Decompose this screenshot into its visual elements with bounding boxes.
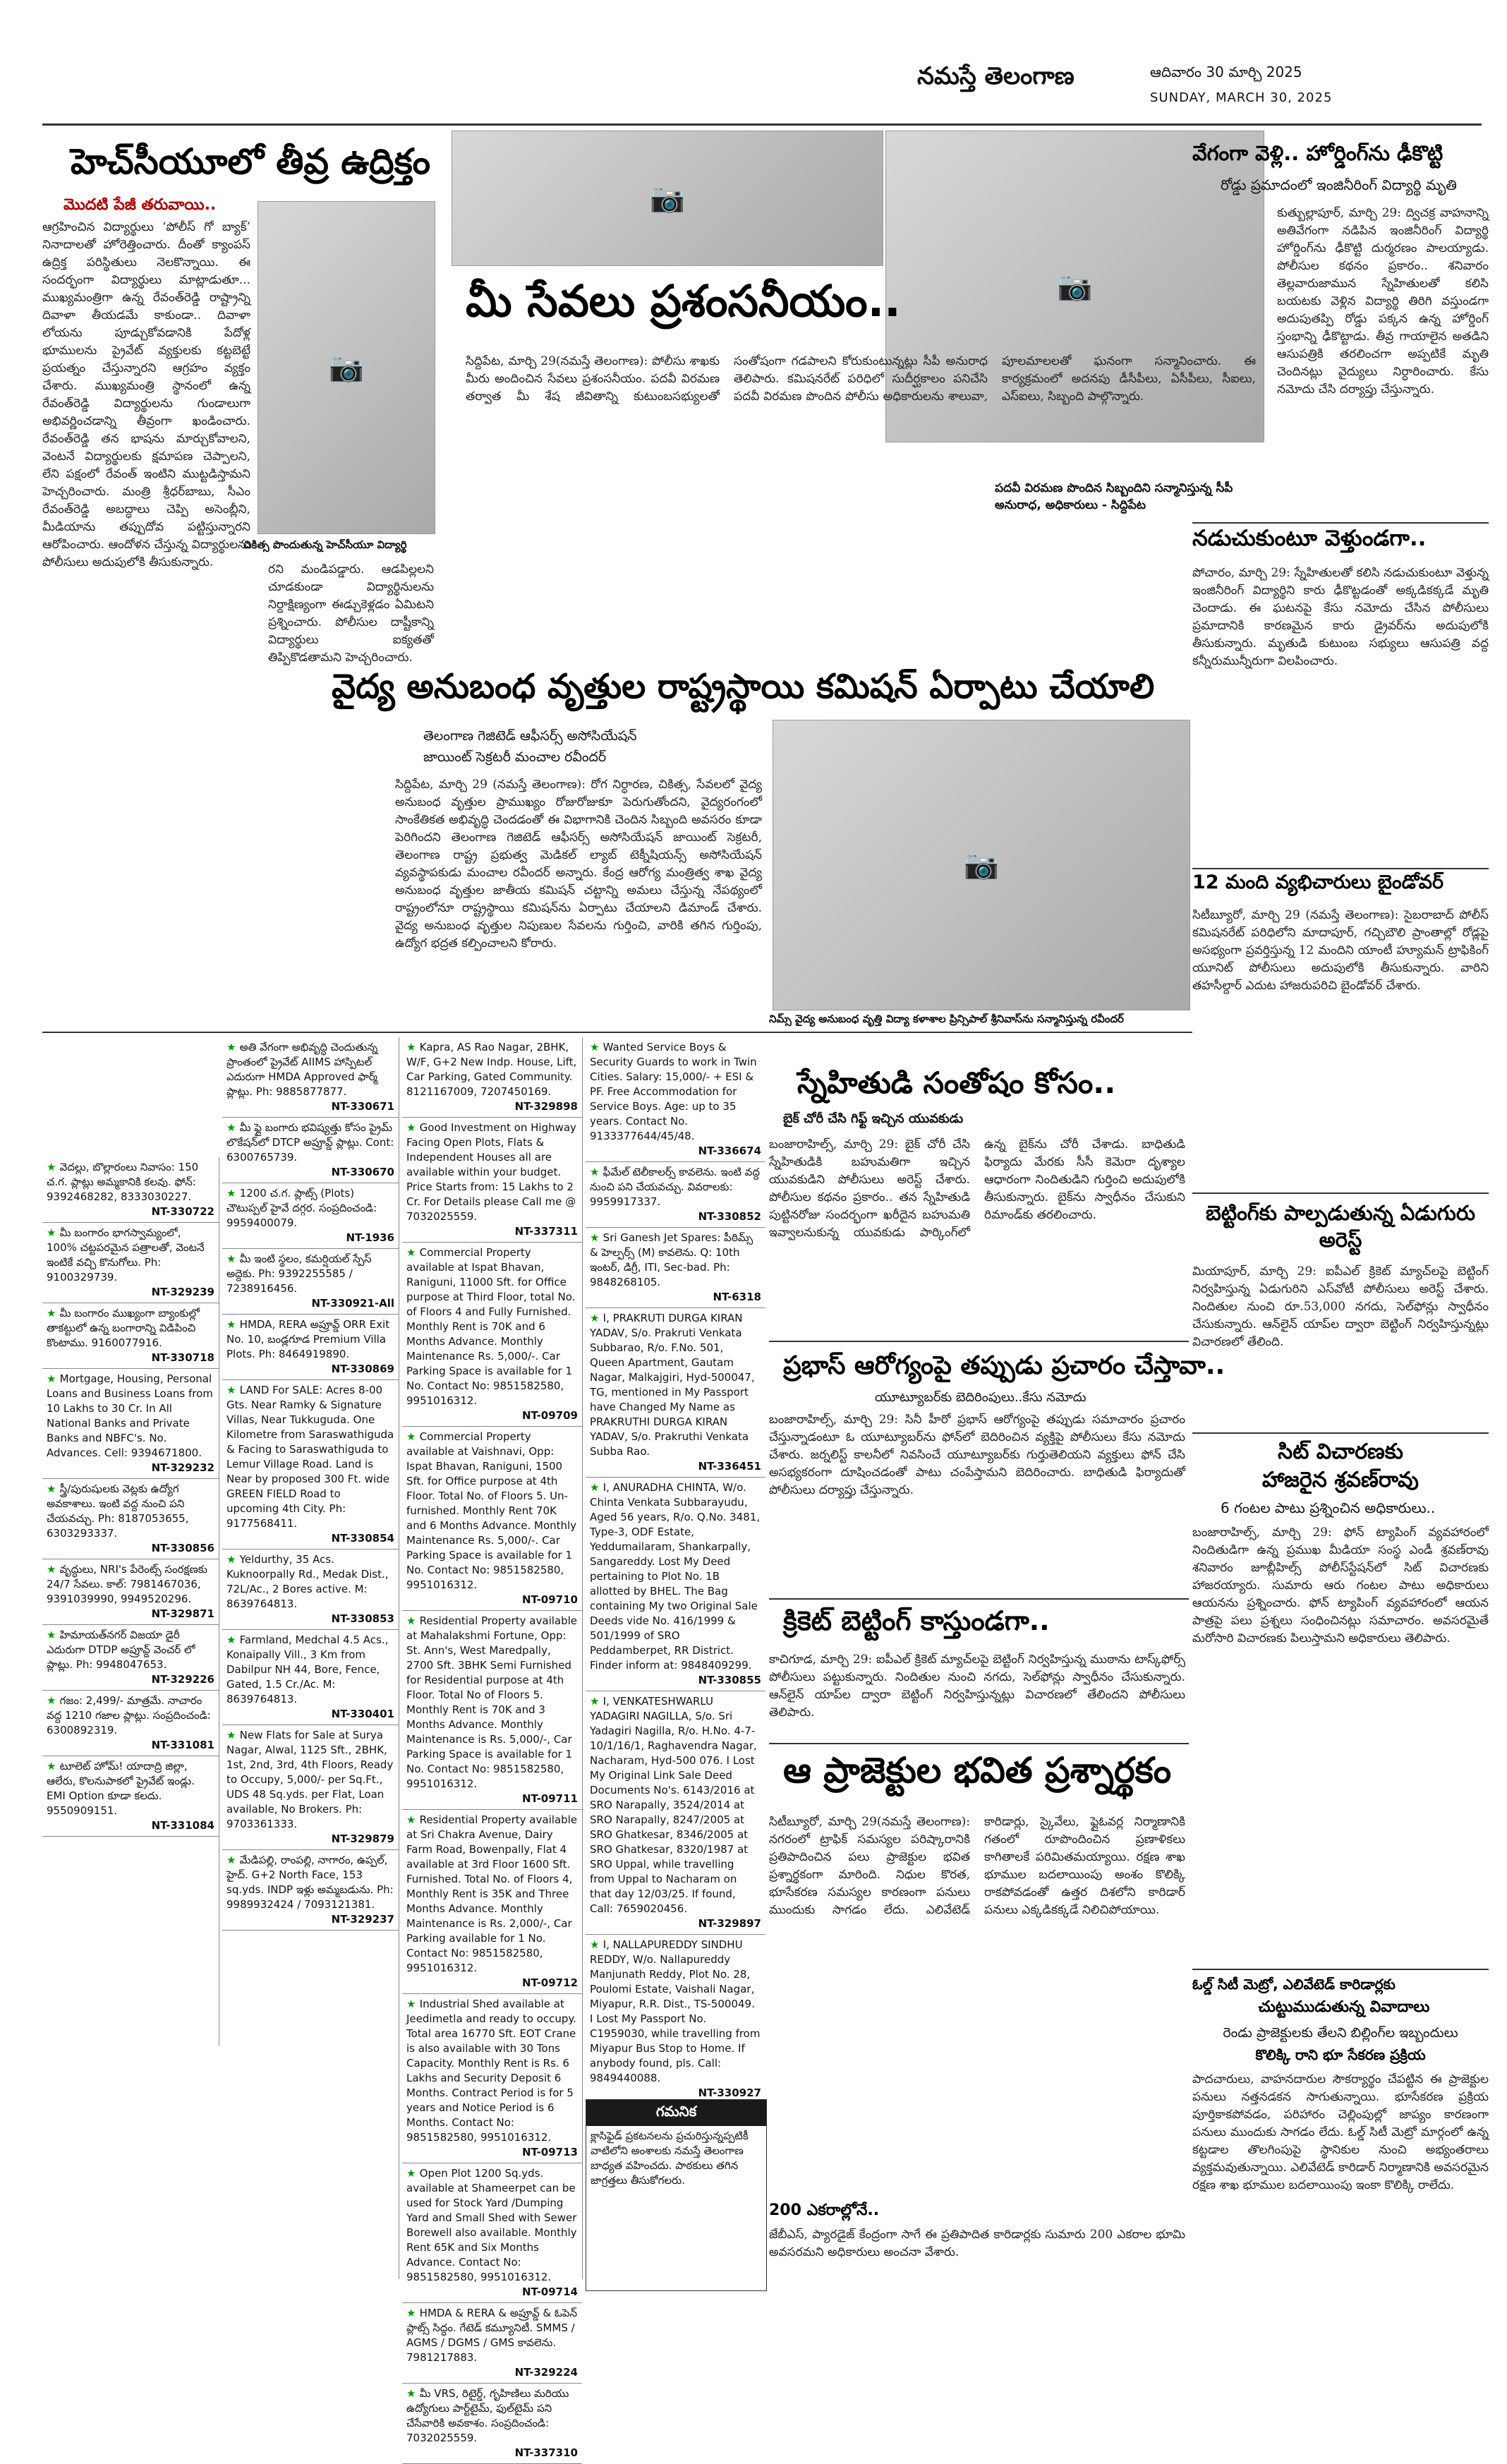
paper-name: నమస్తే తెలంగాణ (917, 62, 1075, 90)
classified-ad (42, 1223, 219, 1303)
classified-text: మేడిపల్లి, రాంపల్లి, నాగారం, ఉప్పల్, హైద్. G+2 North Face, 153 sq.yds. INDP ఇళ్లు అమ్మబడును. Ph: 9989932424 / 7093121381. (226, 1854, 394, 1911)
classifieds-top-border (42, 1032, 765, 1033)
star-icon: ★ (47, 1226, 60, 1239)
classified-text: స్త్రీ/పురుషులకు వెట్లకు ఉద్యోగ అవకాశాలు. ఇంటి వద్ద నుంచి పని చేయవచ్చు. Ph: 8187053655, 6303293337. (47, 1482, 189, 1540)
classified-text: I, VENKATESHWARLU YADAGIRI NAGILLA, S/o. Sri Yadagiri Nagilla, R/o. H.No. 4-7-10/1/16/1, Raghavendra Nagar, Nacharam, Hyd-500 076. I Lost My Original Link Sale Deed Documents No's. 6143/2016 at SRO Narapally, 3524/2014 at SRO Narapally, 8247/2005 at SRO Ghatkesar, 8346/2005 at SRO Ghatkesar, 8320/1987 at SRO Uppal, while travelling from Uppal to Nacharam on that day 12/03/25. If found, Call: 7659020456. (590, 1695, 757, 1915)
star-icon: ★ (406, 1121, 420, 1134)
metro-kicker-2: కొలిక్కి రాని భూ సేకరణ ప్రక్రియ (1255, 2046, 1426, 2063)
classified-text: మీ ఫ్లై బంగారు భవిష్యత్తు కోసం ప్రైమ్ లొకేషన్‌లో DTCP అప్రూవ్డ్ ప్లాట్లు. Cont: 6300765739. (226, 1121, 394, 1164)
star-icon: ★ (406, 1614, 420, 1627)
classified-text: మీ బంగారం ముఖ్యంగా బ్యాంకుల్లో తాకట్టులో ఉన్న బంగారాన్ని విడిపించి కొంటాము. 9160077916. (47, 1307, 200, 1349)
classified-text: వెదల్లు, బొల్లారంలు నివాసం: 150 చ.గ. ప్లాట్లు అమ్మకానికి కలవు. ఫోన్: 9392468282, 8333030227. (47, 1161, 199, 1203)
masthead (917, 56, 1482, 120)
classified-text: New Flats for Sale at Surya Nagar, Alwal, 1125 Sft., 2BHK, 1st, 2nd, 3rd, 4th Floors, Ready to Occupy, 5,000/- per Sq.Ft., UDS 48 Sq.yds. per Flat, Loan available, No Brokers. Ph: 9703361333. (226, 1729, 394, 1830)
star-icon: ★ (226, 1384, 240, 1396)
star-icon: ★ (406, 1998, 420, 2010)
classified-code: NT-330921-All (311, 1297, 394, 1310)
star-icon: ★ (590, 1695, 603, 1708)
classified-code: NT-329237 (331, 1913, 394, 1926)
friend-kicker: బైక్ చోరీ చేసి గిఫ్ట్ ఇచ్చిన యువకుడు (783, 1111, 964, 1126)
sit-divider (1192, 1969, 1489, 1970)
classified-ad (42, 1625, 219, 1691)
classified-ad (402, 1243, 582, 1427)
star-icon: ★ (226, 1854, 240, 1866)
prabhas-kicker: యూట్యూబర్‌కు బెదిరింపులు..కేసు నమోదు (875, 1390, 1087, 1405)
classified-ad (586, 1691, 765, 1935)
star-icon: ★ (590, 1481, 603, 1494)
classified-ad (586, 1478, 765, 1691)
classified-code: NT-330670 (331, 1166, 394, 1178)
classified-code: NT-330869 (331, 1363, 394, 1375)
classified-text: వృద్ధులు, NRI's పేరెంట్స్ సంరక్షణకు 24/7 సేవలు. కాల్: 7981467036, 9391039990, 9949520296. (47, 1563, 207, 1605)
classified-text: Yeldurthy, 35 Acs. Kuknoorpally Rd., Medak Dist., 72L/Ac., 2 Bores active. M: 8639764813. (226, 1553, 389, 1610)
vengamba-kicker: రోడ్డు ప్రమాదంలో ఇంజినీరింగ్ విద్యార్థి మృతి (1221, 176, 1457, 193)
classified-text: హిమాయత్‌నగర్ విజయా డైరీ ఎదురుగా DTDP అప్రూవ్డ్ వెంచర్ లో ప్లాట్లు. Ph: 9948047653. (47, 1629, 195, 1671)
camera-icon: 📷 (329, 351, 364, 385)
star-icon: ★ (47, 1760, 60, 1772)
classifieds-col-3 (402, 1037, 583, 2459)
star-icon: ★ (590, 1938, 603, 1951)
star-icon: ★ (406, 2167, 420, 2180)
classified-code: NT-330401 (331, 1708, 394, 1720)
star-icon: ★ (47, 1563, 60, 1576)
classified-code: NT-336674 (698, 1145, 761, 1157)
classified-ad (586, 1162, 765, 1228)
classified-text: Commercial Property available at Vaishnavi, Opp: Ispat Bhavan, Raniguni, 1500 Sft. for Office purpose at 4th Floor. Total No. of Floors 5. Un-furnished. Monthly Rent 70K and 6 Months Advance. Monthly Maintenance Rs. 5,000/-. Car Parking Space is available for 1 No. Contact No: 9851582580, 9951016312. (406, 1430, 577, 1591)
hcu-headline: హెచ్‌సీయూలో తీవ్ర ఉద్రిక్తం (71, 141, 431, 182)
classified-code: NT-329879 (331, 1832, 394, 1845)
classified-ad (586, 1228, 765, 1308)
classified-text: HMDA & RERA & అప్రూవ్డ్ & ఓపెన్ ప్లాట్స్ సిద్ధం. గేటెడ్ కమ్యూనిటీ. SMMS / AGMS / DGMS / GMS కావలెను. 7981217883. (406, 2307, 578, 2364)
classified-text: మీ ఇంటి స్థలం, కమర్షియల్ స్పేస్ అద్దెకు. Ph: 9392255585 / 7238916456. (226, 1252, 372, 1295)
sit-kicker: 6 గంటల పాటు ప్రశ్నించిన అధికారులు.. (1221, 1499, 1436, 1516)
classified-text: I, NALLAPUREDDY SINDHU REDDY, W/o. Nallapureddy Manjunath Reddy, Plot No. 28, Poulomi Estate, Vaishali Nagar, Miyapur, R.R. Dist., TS-500049. I Lost My Passport No. C1959030, while travelling from Miyapur Bus Stop to Home. If anybody found, pls. Call: 9849440088. (590, 1938, 761, 2084)
classified-code: NT-330927 (698, 2086, 761, 2099)
masthead-divider (42, 123, 1482, 126)
hcu-body-2: రని మండిపడ్డారు. ఆడపిల్లలని చూడకుండా విద్యార్థినులను నిర్దాక్షిణ్యంగా ఈడ్చుకెళ్లడం ఏమిటని ప్రశ్నించారు. పోలీసుల దాష్టీకాన్ని విద్యార్థులు ఐక్యతతో తిప్పికొడతామని హెచ్చరించారు. (268, 562, 434, 665)
classified-ad (222, 1630, 399, 1725)
betting-arrest-headline: బెట్టింగ్‌కు పాల్పడుతున్న ఏడుగురు అరెస్ట్ (1205, 1201, 1476, 1252)
star-icon: ★ (226, 1553, 240, 1566)
prabhas-body: బంజారాహిల్స్, మార్చి 29: సినీ హీరో ప్రభాస్ ఆరోగ్యంపై తప్పుడు సమాచారం ప్రచారం చేస్తున్నాడంటూ ఓ యూట్యూబర్‌ను ఫోన్‌లో బెదిరించిన వ్యక్తిపై పోలీసులు కేసు నమోదు చేశారు. జర్నలిస్ట్ కాలనీలో నివసించే యూట్యూబర్‌కు గుర్తుతెలియని వ్యక్తులు ఫోన్ చేసి అసభ్యకరంగా దూషించడంతో పాటు చంపేస్తామని బెదిరించారు. బాధితుడి ఫిర్యాదుతో పోలీసులు దర్యాప్తు చేస్తున్నారు. (769, 1413, 1185, 1497)
classified-text: 1200 చ.గ. ప్లాట్స్ (Plots) చౌటుప్పల్ హైవే దగ్గర. సంప్రదించండి: 9959400079. (226, 1187, 377, 1229)
classified-text: I, ANURADHA CHINTA, W/o. Chinta Venkata Subbarayudu, Aged 56 years, R/o. Q.No. 3481, Type-3, ODF Estate, Yeddumailaram, Shankarpally, Sangareddy. Lost My Deed pertaining to Plot No. 1B allotted by BHEL. The Bag containing My two Original Sale Deeds vide No. 416/1999 & 501/1999 of SRO Peddamberpet, RR District. Finder inform at: 9848409299. (590, 1481, 761, 1672)
hcu-photo (258, 201, 435, 534)
star-icon: ★ (226, 1729, 240, 1741)
classified-code: NT-330671 (331, 1100, 394, 1113)
notice-text: క్లాసిఫైడ్ ప్రకటనలను ప్రచురిస్తున్నప్పటికీ వాటిలోని అంశాలకు నమస్తే తెలంగాణ బాధ్యత వహించదు. పాఠకులు తగిన జాగ్రత్తలు తీసుకోగలరు. (591, 2130, 749, 2187)
classified-notice (586, 2099, 767, 2291)
classified-text: Open Plot 1200 Sq.yds. available at Shameerpet can be used for Stock Yard /Dumping Yard and Small Shed with Sewer Borewell also available. Monthly Rent 65K and Six Months Advance. Contact No: 9851582580, 9951016312. (406, 2167, 577, 2283)
classified-ad (586, 1037, 765, 1162)
praise-headline: మీ సేవలు ప్రశంసనీయం.. (466, 275, 901, 327)
classified-text: LAND For SALE: Acres 8-00 Gts. Near Ramky & Signature Villas, Near Tukkuguda. One Kilometre from Saraswathiguda & Facing to Saraswathiguda to Lemur Village Road. Land is Near by proposed 300 Ft. wide GREEN FIELD Road to upcoming 4th City. Ph: 9177568411. (226, 1384, 394, 1530)
binding-divider (1192, 1192, 1489, 1194)
star-icon: ★ (406, 1246, 420, 1259)
friend-body: బంజారాహిల్స్, మార్చి 29: బైక్ చోరీ చేసి స్నేహితుడికి బహుమతిగా ఇచ్చిన యువకుడిని పోలీసులు అరెస్ట్ చేశారు. పోలీసుల కథనం ప్రకారం.. తన స్నేహితుడి పుట్టినరోజు సందర్భంగా ఖరీదైన బహుమతి ఇవ్వాలనుకున్న యువకుడు పార్కింగ్‌లో ఉన్న బైక్‌ను చోరీ చేశాడు. బాధితుడి ఫిర్యాదు మేరకు సీసీ కెమెరా దృశ్యాల ఆధారంగా నిందితుడిని గుర్తించి అదుపులోకి తీసుకున్నారు. బైక్‌ను స్వాధీనం చేసుకుని రిమాండ్‌కు తరలించారు. (769, 1137, 1185, 1240)
classified-code: NT-330854 (331, 1532, 394, 1545)
hcu-continuation: మొదటి పేజీ తరువాయి.. (63, 196, 217, 214)
classified-code: NT-329871 (151, 1607, 214, 1620)
prabhas-headline: ప్రభాస్ ఆరోగ్యంపై తప్పుడు ప్రచారం చేస్తావా.. (783, 1351, 1225, 1380)
classified-code: NT-329232 (151, 1461, 214, 1474)
praise-photo-left (452, 131, 883, 266)
classified-text: మీ VRS, రిటైర్డ్, గృహిణిలు మరియు ఉద్యోగులు పార్ట్‌టైమ్, ఫుల్‌టైమ్ పని చేసేవారికి అవకాశం. సంప్రదించండి: 7032025559. (406, 2387, 569, 2444)
projects-subhead: 200 ఎకరాల్లోనే.. (769, 2202, 880, 2219)
classified-code: NT-329239 (151, 1286, 214, 1298)
star-icon: ★ (226, 1187, 240, 1200)
star-icon: ★ (406, 1041, 420, 1053)
walking-headline: నడుచుకుంటూ వెళ్తుండగా.. (1192, 526, 1427, 551)
classified-ad (42, 1369, 219, 1479)
commission-byline-2: జాయింట్ సెక్రటరీ మంచాల రవీందర్ (423, 749, 607, 765)
classified-ad (222, 1249, 399, 1315)
star-icon: ★ (226, 1633, 240, 1646)
commission-body: సిద్దిపేట, మార్చి 29 (నమస్తే తెలంగాణ): రోగ నిర్ధారణ, చికిత్స, సేవలలో వైద్య అనుబంధ వృత్తుల ప్రాముఖ్యం రోజురోజుకూ పెరుగుతోందని, వైద్యరంగంలో సాంకేతికత అభివృద్ధి చెందడంతో ఈ విభాగానికి చెందిన సిబ్బంది అవసరం కూడా పెరిగిందని తెలంగాణ గెజిటెడ్ ఆఫీసర్స్ అసోసియేషన్ జాయింట్ సెక్రటరీ, తెలంగాణ రాష్ట్ర ప్రభుత్వ మెడికల్ ల్యాబ్ టెక్నీషియన్స్ అసోసియేషన్ వ్యవస్థాపకుడు మంచాల రవీందర్ అన్నారు. కేంద్ర ఆరోగ్య మంత్రిత్వ శాఖ వైద్య అనుబంధ వృత్తుల జాతీయ కమిషన్ చట్టాన్ని అమలు చేస్తున్న నేపథ్యంలో రాష్ట్రంలోనూ రాష్ట్రస్థాయి కమిషన్‌ను ఏర్పాటు చేయాలని డిమాండ్ చేశారు. వైద్య అనుబంధ వృత్తుల నిపుణుల సేవలను గుర్తించి, వారికి తగిన గుర్తింపు, ఉద్యోగ భద్రత కల్పించాలని కోరారు. (395, 778, 762, 950)
binding-headline: 12 మంది వ్యభిచారులు బైండోవర్ (1192, 871, 1444, 893)
sit-headline: సిట్ విచారణకు (1278, 1439, 1403, 1464)
classifieds-col-1 (42, 1157, 219, 2046)
classified-ad (42, 1479, 219, 1559)
hcu-body: ఆగ్రహించిన విద్యార్థులు ‘పోలీస్ గో బ్యాక్’ నినాదాలతో హోరెత్తించారు. దీంతో క్యాంపస్ ఉద్రిక్త పరిస్థితులు నెలకొన్నాయి. ఈ సందర్భంగా విద్యార్థులు మాట్లాడుతూ... ముఖ్యమంత్రిగా ఉన్న రేవంత్‌రెడ్డి రాష్ట్రాన్ని దివాళా తీయడమే కాకుండా.. దివాళా లోయను పూడ్చుకోవడానికి పేదోళ్ల భూములను ప్రైవేట్ వ్యక్తులకు కట్టబెట్టే ప్రయత్నం చేస్తున్నారని ఆగ్రహం వ్యక్తం చేశారు. ముఖ్యమంత్రి స్థానంలో ఉన్న రేవంత్‌రెడ్డి విద్యార్థులను గుండాలుగా అభివర్ణించడాన్ని తీవ్రంగా ఖండించారు. రేవంత్‌రెడ్డి తన భాషను మార్చుకోవాలని, వెంటనే విద్యార్థులకు క్షమాపణ చెప్పాలని, లేని పక్షంలో రేవంత్ ఇంటిని ముట్టడిస్తామని హెచ్చరించారు. మంత్రి శ్రీధర్‌బాబు, సీఎం రేవంత్‌రెడ్డి అబద్ధాలు చెప్పి అసెంబ్లీని, మీడియాను తప్పుదోవ పట్టిస్తున్నారని ఆరోపించారు. ఆందోళన చేస్తున్న విద్యార్థులను పోలీసులు అదుపులోకి తీసుకున్నారు. (42, 220, 250, 569)
classified-code: NT-329226 (151, 1673, 214, 1686)
classified-ad (402, 1810, 582, 1994)
classified-ad (222, 1315, 399, 1380)
vengamba-divider (1192, 522, 1489, 524)
classified-ad (222, 1850, 399, 1931)
classified-ad (222, 1183, 399, 1249)
cricket-body: కాచిగూడ, మార్చి 29: ఐపీఎల్ క్రికెట్ మ్యాచ్‌లపై బెట్టింగ్ నిర్వహిస్తున్న ముఠాను టాస్క్‌ఫోర్స్ పోలీసులు పట్టుకున్నారు. నిందితుల నుంచి నగదు, సెల్‌ఫోన్లు స్వాధీనం చేసుకున్నారు. ఆన్‌లైన్ యాప్‌ల ద్వారా బెట్టింగ్ నిర్వహిస్తున్నట్లు విచారణలో తేలిందని పోలీసులు తెలిపారు. (769, 1653, 1185, 1720)
classified-text: Residential Property available at Mahalakshmi Fortune, Opp: St. Ann's, West Maredpally, 2700 Sft. 3BHK Semi Furnished for Residential purpose at 4th Floor. Total No of Floors 5. Monthly Rent is 70K and 3 Months Advance. Monthly Maintenance is Rs. 5,000/-, Car Parking Space is available for 1 No. Contact No: 9851582580, 9951016312. (406, 1614, 578, 1790)
sit-headline-2: హాజరైన శ్రవణ్‌రావు (1262, 1468, 1419, 1492)
star-icon: ★ (47, 1161, 60, 1173)
date-english: SUNDAY, MARCH 30, 2025 (1150, 90, 1333, 105)
commission-photo (773, 720, 1190, 1010)
classified-text: గజం: 2,499/- మాత్రమే. నాచారం వద్ద 1210 గజాల ప్లాట్లు. సంప్రదించండి: 6300892319. (47, 1694, 211, 1737)
star-icon: ★ (590, 1041, 603, 1053)
walking-body: పోచారం, మార్చి 29: స్నేహితులతో కలిసి నడుచుకుంటూ వెళ్తున్న ఇంజినీరింగ్ విద్యార్థిని కారు ఢీకొట్టడంతో అక్కడికక్కడే మృతి చెందాడు. ఈ ఘటనపై కేసు నమోదు చేసిన పోలీసులు ప్రమాదానికి కారణమైన కారు డ్రైవర్‌ను అదుపులోకి తీసుకున్నారు. మృతుడి కుటుంబ సభ్యులు ఆసుపత్రి వద్ద కన్నీరుమున్నీరుగా విలపించారు. (1192, 566, 1489, 668)
sit-body: బంజారాహిల్స్, మార్చి 29: ఫోన్ ట్యాపింగ్ వ్యవహారంలో నిందితుడిగా ఉన్న ప్రముఖ మీడియా సంస్థ ఎండీ శ్రవణ్‌రావు శనివారం జూబ్లీహిల్స్ పోలీస్‌స్టేషన్‌లో సిట్ విచారణకు హాజరయ్యారు. సుమారు ఆరు గంటల పాటు అధికారులు ఆయనను ప్రశ్నించారు. ఫోన్ ట్యాపింగ్ వ్యవహారంలో ఆయన పాత్రపై పలు ప్రశ్నలు సంధించినట్లు సమాచారం. అవసరమైతే మరోసారి విచారణకు పిలుస్తామని అధికారులు తెలిపారు. (1192, 1526, 1489, 1645)
classified-ad (222, 1725, 399, 1850)
classified-code: NT-329897 (698, 1917, 761, 1930)
classified-code: NT-330718 (151, 1351, 214, 1364)
classified-text: అతి వేగంగా అభివృద్ధి చెందుతున్న ప్రాంతంలో ప్రైవేట్ AIIMS హాస్పిటల్ ఎదురుగా HMDA Approved ఫార్మ్ ప్లాట్లు. Ph: 9885877877. (226, 1041, 378, 1098)
classified-ad (222, 1380, 399, 1550)
classified-ad (586, 1935, 765, 2104)
classified-code: NT-330855 (698, 1674, 761, 1686)
classified-ad (402, 1118, 582, 1243)
classified-text: ఫీమేల్ టెలీకాలర్స్ కావలెను. ఇంటి వద్ద నుంచి పని చేయవచ్చు. వివరాలకు: 9959917337. (590, 1166, 760, 1208)
classified-code: NT-1936 (346, 1231, 394, 1244)
classified-text: మీ బంగారం భాగస్వామ్యంలో, 100% చట్టపరమైన పత్రాలతో, వెంటనే ఇంటికే వచ్చి కొనుగోలు. Ph: 9100329739. (47, 1226, 205, 1284)
classified-code: NT-09714 (522, 2285, 578, 2298)
star-icon: ★ (590, 1166, 603, 1178)
prabhas-divider (769, 1598, 1189, 1600)
classified-ad (42, 1756, 219, 1837)
classified-code: NT-337311 (514, 1225, 578, 1238)
classified-code: NT-6318 (713, 1291, 761, 1303)
star-icon: ★ (47, 1629, 60, 1641)
camera-icon: 📷 (964, 849, 999, 882)
commission-byline-1: తెలంగాణ గెజిటెడ్ ఆఫీసర్స్ అసోసియేషన్ (423, 728, 637, 744)
classified-code: NT-09710 (522, 1593, 578, 1606)
star-icon: ★ (406, 1813, 420, 1826)
star-icon: ★ (406, 2387, 420, 2400)
classified-ad (586, 1308, 765, 1478)
classified-text: Good Investment on Highway Facing Open Plots, Flats & Independent Houses all are available within your budget. Price Starts from: 15 Lakhs to 2 Cr. For Details please Call me @ 7032025559. (406, 1121, 576, 1223)
praise-photo-caption: పదవీ విరమణ పొందిన సిబ్బందిని సన్మానిస్తున్న సీపీ అనురాధ, అధికారులు - సిద్దిపేట (995, 481, 1233, 512)
star-icon: ★ (47, 1482, 60, 1495)
classified-ad (42, 1303, 219, 1369)
classified-ad (402, 2163, 582, 2303)
vengamba-body: కుత్బుల్లాపూర్, మార్చి 29: ద్విచక్ర వాహనాన్ని అతివేగంగా నడిపిన ఇంజినీరింగ్ విద్యార్థి హోర్డింగ్‌ను ఢీకొట్టి దుర్మరణం పాలయ్యాడు. పోలీసుల కథనం ప్రకారం.. శనివారం తెల్లవారుజామున స్నేహితులతో కలిసి బయటకు వెళ్లిన విద్యార్థి తిరిగి వస్తుండగా అదుపుతప్పి రోడ్డు పక్కన ఉన్న హోర్డింగ్ స్తంభాన్ని ఢీకొట్టాడు. తీవ్ర గాయాలైన అతడిని ఆసుపత్రికి తరలించగా అప్పటికే మృతి చెందినట్లు వైద్యులు నిర్ధారించారు. కేసు నమోదు చేసి దర్యాప్తు చేస్తున్నారు. (1277, 206, 1489, 397)
camera-icon: 📷 (650, 182, 685, 215)
classified-ad (222, 1550, 399, 1630)
metro-headline: ఓల్డ్ సిటీ మెట్రో, ఎలివేటెడ్ కారిడార్లకు (1192, 1976, 1396, 1993)
classified-code: NT-330722 (151, 1205, 214, 1218)
classified-text: Commercial Property available at Ispat Bhavan, Raniguni, 11000 Sft. for Office purpose at Third Floor, total No. of Floors 4 and Fully Furnished. Monthly Rent is 70K and 6 Months Advance. Monthly Maintenance Rs. 5,000/-. Car Parking Space is available for 1 No. Contact No: 9851582580, 9951016312. (406, 1246, 576, 1407)
commission-headline: వైద్య అనుబంధ వృత్తుల రాష్ట్రస్థాయి కమిషన్ ఏర్పాటు చేయాలి (332, 667, 1155, 706)
star-icon: ★ (47, 1307, 60, 1319)
classified-code: NT-331081 (151, 1739, 214, 1751)
classified-code: NT-09713 (522, 2146, 578, 2158)
projects-headline: ఆ ప్రాజెక్టుల భవిత ప్రశ్నార్థకం (783, 1750, 1172, 1791)
classified-ad (402, 1427, 582, 1611)
commission-photo-caption: నిమ్స్ వైద్య అనుబంధ వృత్తి విద్యా కళాశాల ప్రిన్సిపాల్ శ్రీనివాస్‌ను సన్మానిస్తున్న రవీందర్ (769, 1013, 1124, 1025)
classifieds-col-2 (222, 1037, 399, 2279)
betting-arrest-divider (1192, 1432, 1489, 1434)
metro-kicker: రెండు ప్రాజెక్టులకు తేలని బిల్లింగ్‌ల ఇబ్బందులు (1223, 2025, 1458, 2041)
classified-code: NT-330856 (151, 1542, 214, 1554)
classified-ad (42, 1559, 219, 1625)
classified-ad (402, 1611, 582, 1810)
classified-code: NT-337310 (514, 2446, 578, 2459)
classified-ad (402, 2303, 582, 2384)
star-icon: ★ (226, 1041, 240, 1053)
camera-icon: 📷 (1057, 270, 1093, 303)
binding-body: సిటీబ్యూరో, మార్చి 29 (నమస్తే తెలంగాణ): సైబరాబాద్ పోలీస్ కమిషనరేట్ పరిధిలోని మాదాపూర్, గచ్చిబౌలి ప్రాంతాల్లో రోడ్లపై అసభ్యంగా ప్రవర్తిస్తున్న 12 మందిని యాంటీ హ్యూమన్ ట్రాఫికింగ్ యూనిట్ పోలీసులు అదుపులోకి తీసుకున్నారు. వారిని తహసీల్దార్ ఎదుట హాజరుపరిచి బైండోవర్ చేశారు. (1192, 908, 1489, 993)
hcu-photo-caption: చికిత్స పొందుతున్న హెచ్‌సీయూ విద్యార్థి (243, 538, 407, 551)
classified-text: I, PRAKRUTI DURGA KIRAN YADAV, S/o. Prakruti Venkata Subbarao, R/o. F.No. 501, Queen Apartment, Gautam Nagar, Malkajgiri, Hyd-500047, TG, mentioned in My Passport have Changed My Name as PRAKRUTHI DURGA KIRAN YADAV, S/o. Prakruthi Venkata Subba Rao. (590, 1312, 755, 1458)
friend-divider (769, 1341, 1189, 1342)
metro-body: పాదచారులు, వాహనదారుల సౌకర్యార్థం చేపట్టిన ఈ ప్రాజెక్టుల పనులు నత్తనడకన సాగుతున్నాయి. భూసేకరణ ప్రక్రియ పూర్తికాకపోవడం, పరిహారం చెల్లింపుల్లో జాప్యం కారణంగా పనులు ముందుకు సాగడం లేదు. ఓల్డ్ సిటీ మెట్రో మార్గంలో ఉన్న కట్టడాల తొలగింపుపై స్థానికుల నుంచి అభ్యంతరాలు వ్యక్తమవుతున్నాయి. ఎలివేటెడ్ కారిడార్ నిర్మాణానికి అవసరమైన రక్షణ శాఖ భూముల బదలాయింపు ఇంకా కొలిక్కి రాలేదు. (1192, 2072, 1489, 2192)
classified-code: NT-336451 (698, 1460, 761, 1473)
classified-text: Kapra, AS Rao Nagar, 2BHK, W/F, G+2 New Indp. House, Lift, Car Parking, Gated Community. 8121167009, 7207450169. (406, 1041, 577, 1098)
cricket-divider (769, 1743, 1189, 1744)
classified-ad (222, 1118, 399, 1183)
star-icon: ★ (47, 1694, 60, 1707)
classified-ad (402, 1994, 582, 2163)
classified-text: Residential Property available at Sri Chakra Avenue, Dairy Farm Road, Bowenpally, Flat 4 available at 3rd Floor 1600 Sft. Furnished. Total No. of Floors 4, Monthly Rent is 35K and Three Months Advance. Monthly Maintenance is Rs. 2,000/-, Car Parking available for 1 No. Contact No: 9851582580, 9951016312. (406, 1813, 578, 1974)
classified-code: NT-09709 (522, 1409, 578, 1422)
star-icon: ★ (406, 1430, 420, 1443)
betting-arrest-body: మియాపూర్, మార్చి 29: ఐపీఎల్ క్రికెట్ మ్యాచ్‌లపై బెట్టింగ్ నిర్వహిస్తున్న ఏడుగురిని ఎస్‌వోటీ పోలీసులు అరెస్ట్ చేశారు. నిందితుల నుంచి రూ.53,000 నగదు, సెల్‌ఫోన్లు స్వాధీనం చేసుకున్నారు. ఆన్‌లైన్ యాప్‌ల ద్వారా బెట్టింగ్ నిర్వహిస్తున్నట్లు విచారణలో తేలింది. (1192, 1264, 1489, 1349)
classified-code: NT-330853 (331, 1612, 394, 1625)
classified-text: Industrial Shed available at Jeedimetla and ready to occupy. Total area 16770 Sft. EOT Crane is also available with 30 Tons Capacity. Monthly Rent is Rs. 6 Lakhs and Security Deposit 6 Months. Contract Period is for 5 years and Notice Period is 6 Months. Contact No: 9851582580, 9951016312. (406, 1998, 576, 2144)
classified-text: Sri Ganesh Jet Spares: పీఠిమ్స్ & హెల్పర్స్ (M) కావలెను. Q: 10th ఇంటర్, డిగ్రీ, ITI, Sec-bad. Ph: 9848268105. (590, 1231, 754, 1288)
star-icon: ★ (47, 1372, 60, 1385)
date-telugu: ఆదివారం 30 మార్చి 2025 (1150, 64, 1302, 80)
star-icon: ★ (590, 1231, 603, 1244)
classified-ad (402, 1037, 582, 1118)
classified-text: HMDA, RERA అప్రూవ్డ్ ORR Exit No. 10, బండ్లగూడ Premium Villa Plots. Ph: 8464919890. (226, 1318, 390, 1360)
walking-divider (1192, 868, 1489, 869)
classified-text: Wanted Service Boys & Security Guards to work in Twin Cities. Salary: 15,000/- + ESI & PF. Free Accommodation for Service Boys. Age: up to 35 years. Contact No. 9133377644/45/48. (590, 1041, 757, 1142)
classified-ad (222, 1037, 399, 1118)
classified-ad (402, 2384, 582, 2464)
praise-body: సిద్దిపేట, మార్చి 29(నమస్తే తెలంగాణ): పోలీసు శాఖకు మీరు అందించిన సేవలు ప్రశంసనీయం. పదవీ విరమణ తర్వాత మీ శేష జీవితాన్ని కుటుంబసభ్యులతో సంతోషంగా గడపాలని కోరుకుంటున్నట్లు సీపీ అనురాధ తెలిపారు. కమిషనరేట్ పరిధిలో సుదీర్ఘకాలం పనిచేసి పదవీ విరమణ పొందిన పోలీసు అధికారులను శాలువా, పూలమాలలతో ఘనంగా సన్మానించారు. ఈ కార్యక్రమంలో అదనపు డీసీపీలు, ఏసీపీలు, సీఐలు, ఎస్‌ఐలు, సిబ్బంది పాల్గొన్నారు. (466, 354, 1256, 404)
classifieds-col-4 (586, 1037, 765, 2099)
projects-body: సిటీబ్యూరో, మార్చి 29(నమస్తే తెలంగాణ): నగరంలో ట్రాఫిక్ సమస్యల పరిష్కారానికి ప్రతిపాదించిన పలు ప్రాజెక్టుల భవిత ప్రశ్నార్థకంగా మారింది. నిధుల కొరత, భూసేకరణ సమస్యల కారణంగా పనులు ముందుకు సాగడం లేదు. ఎలివేటెడ్ కారిడార్లు, స్కైవేలు, ఫ్లైఓవర్ల నిర్మాణానికి గతంలో రూపొందించిన ప్రణాళికలు కాగితాలకే పరిమితమయ్యాయి. రక్షణ శాఖ భూముల బదలాయింపు అంశం కొలిక్కి రాకపోవడంతో ఉత్తర దిశలోని కారిడార్ పనులు ఎక్కడికక్కడే నిలిచిపోయాయి. (769, 1815, 1185, 1917)
classified-code: NT-329898 (514, 1100, 578, 1113)
star-icon: ★ (226, 1252, 240, 1265)
cricket-headline: క్రికెట్ బెట్టింగ్ కాస్తుండగా.. (783, 1605, 1050, 1636)
star-icon: ★ (226, 1318, 240, 1331)
classified-text: టూలెట్ హోమ్! యాదాద్రి జిల్లా, ఆలేరు, కొలనుపాకలో ప్రైవేట్ ఇండ్లు. EMI Option కూడా కలదు. 9550909151. (47, 1760, 195, 1817)
projects-body-2: జేబీఎస్, ప్యారడైజ్ కేంద్రంగా సాగే ఈ ప్రతిపాదిత కారిడార్లకు సుమారు 200 ఎకరాల భూమి అవసరమని అధికారులు అంచనా వేశారు. (769, 2228, 1185, 2259)
classified-code: NT-09712 (522, 1976, 578, 1989)
classified-text: Farmland, Medchal 4.5 Acs., Konaipally Vill., 3 Km from Dabilpur NH 44, Bore, Fence, Gated, 1.5 Cr./Ac. M: 8639764813. (226, 1633, 389, 1705)
vengamba-headline: వేగంగా వెళ్లి.. హోర్డింగ్‌ను ఢీకొట్టి (1192, 141, 1444, 165)
classified-code: NT-09711 (522, 1792, 578, 1805)
notice-title: గమనిక (586, 2100, 766, 2126)
star-icon: ★ (226, 1121, 240, 1134)
classified-code: NT-331084 (151, 1819, 214, 1832)
classified-text: Mortgage, Housing, Personal Loans and Business Loans from 10 Lakhs to 30 Cr. In All National Banks and Private Banks and NBFC's. No. Advances. Cell: 9394671800. (47, 1372, 213, 1459)
classified-ad (42, 1691, 219, 1756)
friend-headline: స్నేహితుడి సంతోషం కోసం.. (797, 1065, 1116, 1100)
classified-code: NT-329224 (514, 2366, 578, 2379)
star-icon: ★ (590, 1312, 603, 1324)
classified-ad (42, 1157, 219, 1223)
star-icon: ★ (406, 2307, 420, 2319)
classified-code: NT-330852 (698, 1210, 761, 1223)
metro-headline-2: చుట్టుముడుతున్న వివాదాలు (1258, 1998, 1430, 2016)
